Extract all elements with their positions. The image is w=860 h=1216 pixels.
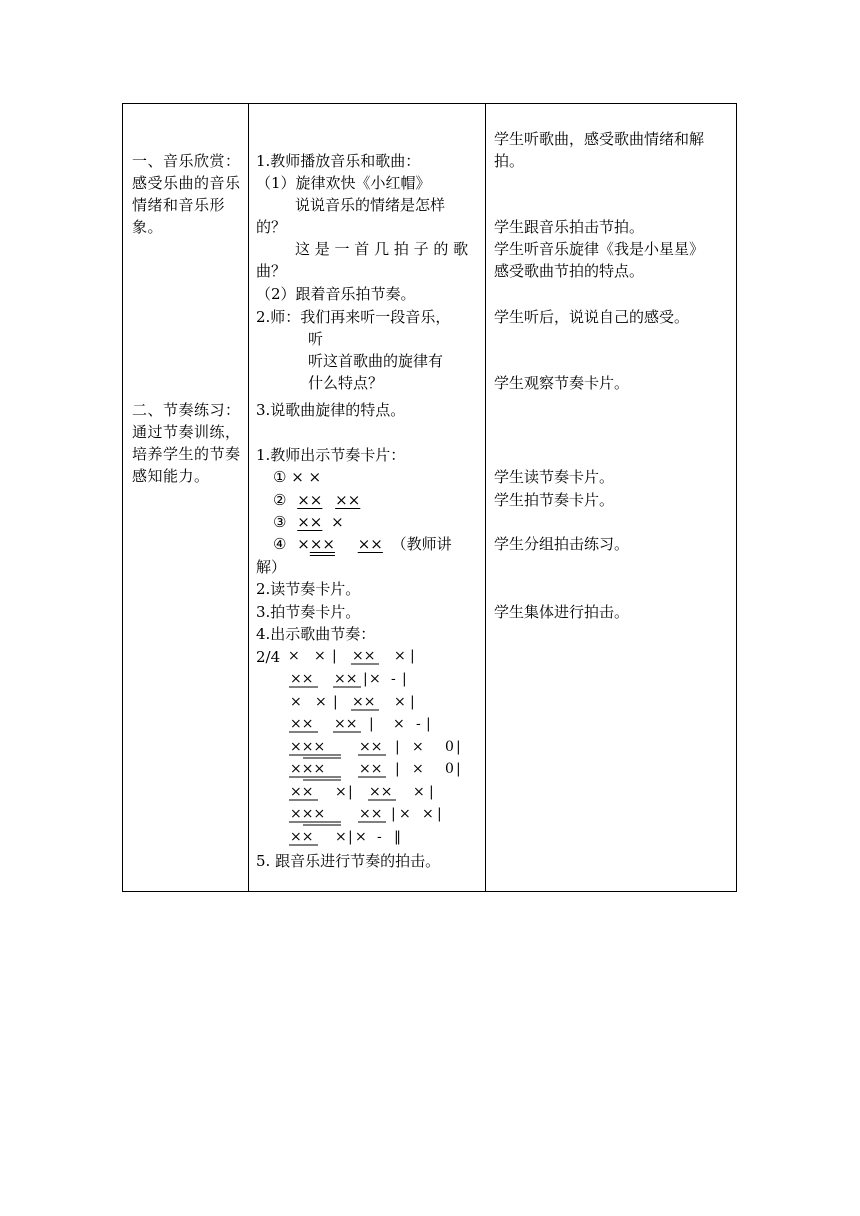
card-number: ④ bbox=[273, 535, 287, 553]
rhythm-row bbox=[290, 694, 415, 710]
step-line: （2）跟着音乐拍节奏。 bbox=[256, 285, 416, 303]
step-line: 的？ bbox=[256, 218, 287, 236]
svg-text:×: × bbox=[314, 648, 326, 664]
card-number: ② bbox=[273, 491, 287, 509]
svg-text:××: ×× bbox=[290, 829, 314, 845]
lesson-plan-table bbox=[122, 103, 737, 892]
svg-text:×: × bbox=[288, 648, 300, 664]
rhythm-row bbox=[289, 761, 461, 780]
rhythm-group: ×× bbox=[357, 535, 383, 553]
rhythm-note: ×× bbox=[309, 535, 335, 553]
svg-text:-: - bbox=[391, 671, 396, 687]
rhythm-group: × bbox=[331, 513, 344, 531]
svg-text:×: × bbox=[394, 648, 406, 664]
svg-text:|: | bbox=[410, 694, 415, 710]
rhythm-row bbox=[288, 648, 415, 664]
svg-text:×: × bbox=[394, 694, 406, 710]
step-line: 4.出示歌曲节奏： bbox=[256, 625, 376, 643]
svg-text:|: | bbox=[391, 806, 396, 822]
rhythm-group: ×× bbox=[297, 491, 323, 509]
card-number: ③ bbox=[273, 513, 287, 531]
student-activity: 学生拍节奏卡片。 bbox=[494, 491, 615, 509]
svg-text:×: × bbox=[422, 806, 434, 822]
svg-text:××: ×× bbox=[290, 716, 314, 732]
rhythm-row bbox=[289, 806, 442, 825]
svg-text:××: ×× bbox=[290, 671, 314, 687]
svg-text:××: ×× bbox=[352, 694, 376, 710]
student-activity: 学生跟音乐拍击节拍。 bbox=[494, 218, 645, 236]
svg-text:|: | bbox=[348, 829, 353, 845]
student-activity: 学生集体进行拍击。 bbox=[494, 603, 630, 621]
svg-text:|: | bbox=[332, 648, 337, 664]
student-activity: 学生听歌曲，感受歌曲情绪和解 bbox=[494, 130, 705, 148]
svg-text:××: ×× bbox=[369, 784, 393, 800]
svg-text:×: × bbox=[369, 671, 381, 687]
svg-text:×: × bbox=[399, 806, 411, 822]
svg-text:××: ×× bbox=[359, 761, 383, 777]
student-activity: 感受歌曲节拍的特点。 bbox=[494, 262, 645, 280]
step-line: （1）旋律欢快《小红帽》 bbox=[256, 174, 431, 192]
rhythm-row bbox=[289, 739, 461, 758]
svg-text:××: ×× bbox=[352, 648, 376, 664]
svg-text:×××: ××× bbox=[290, 739, 326, 755]
rhythm-row bbox=[289, 716, 431, 732]
svg-text:|: | bbox=[456, 739, 461, 755]
student-activity: 学生听后，说说自己的感受。 bbox=[494, 308, 690, 326]
svg-text:|: | bbox=[363, 671, 368, 687]
svg-text:|: | bbox=[410, 648, 415, 664]
student-activity: 学生观察节奏卡片。 bbox=[494, 374, 630, 392]
student-activity: 学生听音乐旋律《我是小星星》 bbox=[494, 240, 705, 258]
step-line: 解） bbox=[256, 558, 287, 576]
svg-text:0: 0 bbox=[445, 739, 454, 755]
svg-text:|: | bbox=[456, 761, 461, 777]
student-activity: 学生读节奏卡片。 bbox=[494, 468, 615, 486]
step-line: 1.教师播放音乐和歌曲： bbox=[256, 152, 421, 170]
svg-text:×: × bbox=[412, 739, 424, 755]
svg-text:|: | bbox=[369, 716, 374, 732]
student-activity: 拍。 bbox=[494, 152, 525, 170]
rhythm-card-1: ① × × bbox=[273, 468, 322, 486]
svg-text:0: 0 bbox=[445, 761, 454, 777]
time-signature: 2/4 bbox=[256, 648, 281, 666]
step-line: 听这首歌曲的旋律有 bbox=[308, 352, 444, 370]
svg-text:|: | bbox=[429, 784, 434, 800]
svg-text:××: ×× bbox=[334, 716, 358, 732]
svg-text:××: ×× bbox=[359, 806, 383, 822]
step-line: 听 bbox=[308, 330, 324, 348]
card-note: （教师讲 bbox=[391, 535, 452, 553]
svg-text:|: | bbox=[395, 761, 400, 777]
column-divider bbox=[485, 104, 486, 891]
svg-text:‖: ‖ bbox=[394, 829, 401, 845]
svg-text:×: × bbox=[315, 694, 327, 710]
svg-text:×××: ××× bbox=[290, 806, 326, 822]
step-line: 什么特点？ bbox=[308, 374, 384, 392]
svg-text:×××: ××× bbox=[290, 761, 326, 777]
student-activity: 学生分组拍击练习。 bbox=[494, 535, 630, 553]
svg-text:×: × bbox=[393, 716, 405, 732]
step-line: 曲？ bbox=[256, 262, 287, 280]
svg-text:×: × bbox=[413, 784, 425, 800]
svg-text:×: × bbox=[412, 761, 424, 777]
svg-text:×: × bbox=[335, 784, 347, 800]
svg-text:×: × bbox=[355, 829, 367, 845]
step-line: 1.教师出示节奏卡片： bbox=[256, 446, 406, 464]
section-music-appreciation: 一、音乐欣赏：感受乐曲的音乐情绪和音乐形象。 bbox=[132, 152, 241, 236]
step-line: 3.拍节奏卡片。 bbox=[256, 603, 361, 621]
svg-text:××: ×× bbox=[290, 784, 314, 800]
svg-text:|: | bbox=[395, 739, 400, 755]
section-rhythm-practice: 二、节奏练习：通过节奏训练，培养学生的节奏感知能力。 bbox=[132, 401, 241, 485]
svg-text:-: - bbox=[416, 716, 421, 732]
svg-text:××: ×× bbox=[359, 739, 383, 755]
svg-text:|: | bbox=[402, 671, 407, 687]
svg-text:-: - bbox=[377, 829, 382, 845]
svg-text:|: | bbox=[333, 694, 338, 710]
svg-text:××: ×× bbox=[334, 671, 358, 687]
svg-text:|: | bbox=[437, 806, 442, 822]
rhythm-row bbox=[289, 829, 401, 845]
step-line: 2.师：我们再来听一段音乐， bbox=[256, 308, 451, 326]
rhythm-staff bbox=[123, 104, 483, 864]
step-line: 2.读节奏卡片。 bbox=[256, 580, 361, 598]
svg-text:|: | bbox=[426, 716, 431, 732]
svg-text:|: | bbox=[348, 784, 353, 800]
step-line: 5. 跟音乐进行节奏的拍击。 bbox=[256, 852, 441, 870]
rhythm-group: ×× bbox=[297, 513, 323, 531]
rhythm-group: ×× bbox=[335, 491, 361, 509]
rhythm-row bbox=[289, 671, 407, 687]
rhythm-note: × bbox=[297, 535, 310, 553]
step-line: 3.说歌曲旋律的特点。 bbox=[256, 401, 406, 419]
step-line: 这 是 一 首 几 拍 子 的 歌 bbox=[295, 240, 469, 258]
rhythm-row bbox=[289, 784, 434, 800]
step-line: 说说音乐的情绪是怎样 bbox=[295, 196, 446, 214]
svg-text:×: × bbox=[335, 829, 347, 845]
svg-text:×: × bbox=[290, 694, 302, 710]
